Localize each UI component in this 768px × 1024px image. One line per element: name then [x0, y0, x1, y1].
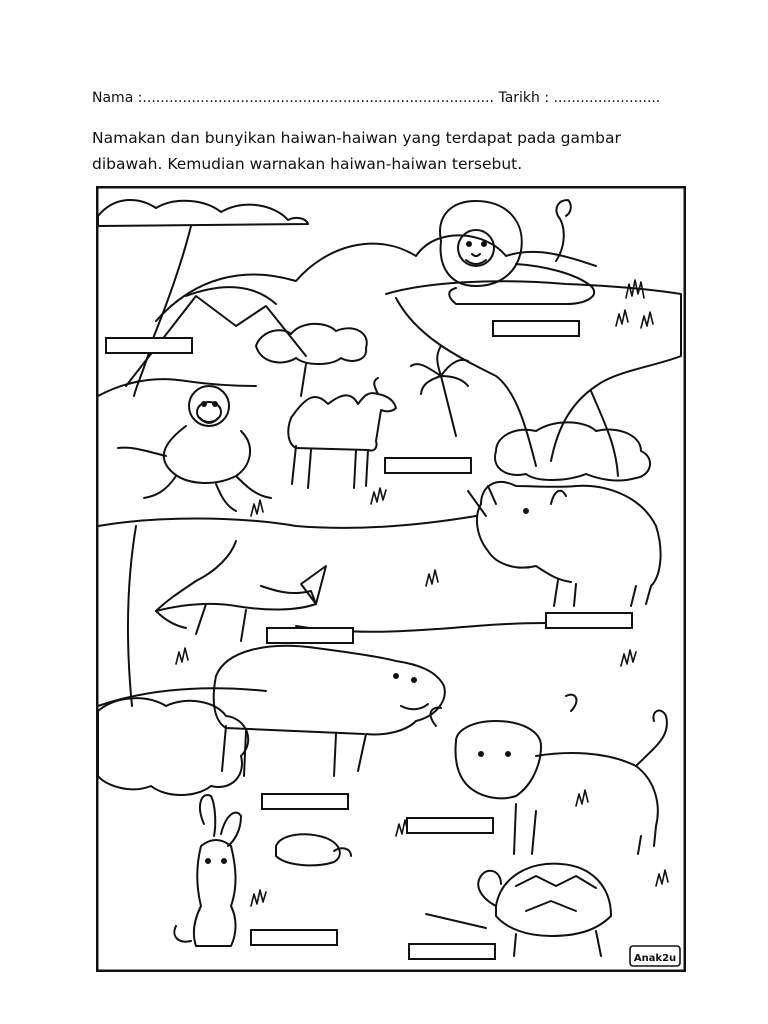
date-field[interactable]: Tarikh : ........................ [498, 90, 661, 106]
bush-left [256, 324, 367, 364]
rabbit-drawing [174, 795, 241, 946]
label-box-buffalo[interactable] [406, 817, 494, 834]
tree-canopy-top [98, 200, 308, 226]
monkey-drawing [118, 386, 271, 511]
label-box-rhinoceros[interactable] [545, 612, 633, 629]
lion-drawing [440, 200, 594, 304]
rhinoceros-drawing [468, 482, 661, 606]
scene-illustration [96, 186, 686, 972]
label-box-monkey[interactable] [105, 337, 193, 354]
camel-drawing [288, 378, 396, 488]
instruction-text [92, 125, 692, 177]
palm-tree [411, 346, 468, 436]
cliff [386, 281, 681, 461]
animal-scene [96, 186, 686, 972]
header-line [92, 90, 660, 106]
scene-frame [97, 187, 685, 971]
instruction-line-2: dibawah. Kemudian warnakan haiwan-haiwan tersebut. [92, 155, 523, 173]
label-box-lion[interactable] [492, 320, 580, 337]
label-box-crocodile[interactable] [266, 627, 354, 644]
instruction-line-1: Namakan dan bunyikan haiwan-haiwan yang terdapat pada gambar [92, 129, 621, 147]
hills [156, 235, 596, 321]
label-box-hippopotamus[interactable] [261, 793, 349, 810]
name-field[interactable]: Nama :............................................................................... [92, 90, 495, 106]
label-box-rabbit[interactable] [250, 929, 338, 946]
label-box-tortoise[interactable] [408, 943, 496, 960]
tree-trunk-left [134, 226, 191, 396]
grass-tufts [176, 280, 668, 906]
hippopotamus-drawing [214, 646, 445, 776]
river [98, 516, 476, 528]
bush-right [495, 422, 650, 480]
logo-text: Anak2u [633, 953, 677, 964]
rocks [276, 834, 340, 865]
label-box-camel[interactable] [384, 457, 472, 474]
bush-bottom-left [98, 698, 248, 795]
